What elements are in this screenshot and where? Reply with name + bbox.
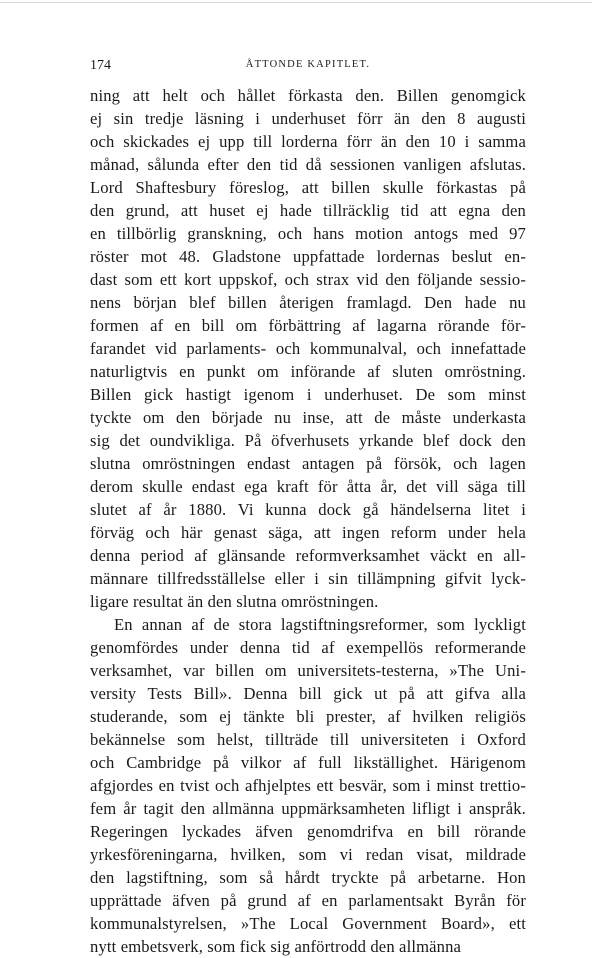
text-line: en tillbörlig granskning, och hans motion antogs med 97 — [90, 224, 526, 243]
text-line: nytt embetsverk, som fick sig anförtrodd den allmänna — [90, 937, 462, 956]
text-line: denna period af glänsande reformverksamhet väckt en all- — [90, 546, 526, 565]
text-line: den grund, att huset ej hade tillräcklig tid att egna den — [90, 201, 526, 220]
text-line: och skickades ej upp till lorderna förr än den 10 i samma — [90, 132, 526, 151]
text-line: männare tillfredsställelse eller i sin tillämpning gifvit lyck- — [90, 569, 526, 588]
text-line: månad, sålunda efter den tid då sessionen vanligen afslutas. — [90, 155, 526, 174]
text-line: Regeringen lyckades äfven genomdrifva en bill rörande — [90, 822, 526, 841]
text-line: den lagstiftning, som så hårdt tryckte på arbetarne. Hon — [90, 868, 526, 887]
text-line: ning att helt och hållet förkasta den. Billen genomgick — [90, 86, 526, 105]
body-text — [90, 84, 526, 958]
text-line: verksamhet, var billen om universitets-testerna, »The Uni- — [90, 661, 526, 680]
text-line: fem år tagit den allmänna uppmärksamheten lifligt i anspråk. — [90, 799, 526, 818]
text-line: förväg och här genast säga, att ingen reform under hela — [90, 523, 526, 542]
text-line: studerande, som ej tänkte bli prester, af hvilken religiös — [90, 707, 526, 726]
paragraph — [90, 613, 526, 958]
text-line: upprättade äfven på grund af en parlamentsakt Byrån för — [90, 891, 526, 910]
page-header — [90, 58, 526, 80]
text-line: farandet vid parlaments- och kommunalval, och innefattade — [90, 339, 526, 358]
text-line: sig det oundvikliga. På öfverhusets yrkande blef dock den — [90, 431, 526, 450]
text-line: slutna omröstningen endast antagen på försök, och lagen — [90, 454, 526, 473]
text-line: bekännelse som helst, tillträde till universiteten i Oxford — [90, 730, 526, 749]
text-line: ej sin tredje läsning i underhuset förr än den 8 augusti — [90, 109, 526, 128]
text-line: dast som ett kort uppskof, och strax vid den följande sessio- — [90, 270, 526, 289]
running-head: ÅTTONDE KAPITLET. — [245, 59, 371, 70]
text-line: genomfördes under denna tid af exempellös reformerande — [90, 638, 526, 657]
text-line: versity Tests Bill». Denna bill gick ut på att gifva alla — [90, 684, 526, 703]
text-line: Billen gick hastigt igenom i underhuset. De som minst — [90, 385, 526, 404]
text-line: En annan af de stora lagstiftningsreformer, som lyckligt — [114, 615, 526, 634]
text-line: nens början blef billen återigen framlagd. Den hade nu — [90, 293, 526, 312]
text-line: naturligtvis en punkt om införande af sluten omröstning. — [90, 362, 526, 381]
book-page — [90, 58, 526, 958]
text-line: tyckte om den började nu inse, att de måste underkasta — [90, 408, 526, 427]
text-line: formen af en bill om förbättring af lagarna rörande för- — [90, 316, 526, 335]
text-line: röster mot 48. Gladstone uppfattade lordernas beslut en- — [90, 247, 526, 266]
text-line: slutet af år 1880. Vi kunna dock gå händelserna litet i — [90, 500, 526, 519]
page-number: 174 — [90, 58, 111, 73]
paragraph — [90, 84, 526, 613]
text-line: ligare resultat än den slutna omröstningen. — [90, 592, 379, 611]
text-line: Lord Shaftesbury föreslog, att billen skulle förkastas på — [90, 178, 526, 197]
text-line: afgjordes en tvist och afhjelptes ett besvär, som i minst trettio- — [90, 776, 526, 795]
text-line: kommunalstyrelsen, »The Local Government Board», ett — [90, 914, 526, 933]
text-line: derom skulle endast ega kraft för åtta år, det vill säga till — [90, 477, 526, 496]
text-line: och Cambridge på vilkor af full likställighet. Härigenom — [90, 753, 526, 772]
top-edge-rule — [0, 2, 592, 3]
text-line: yrkesföreningarna, hvilken, som vi redan visat, mildrade — [90, 845, 526, 864]
